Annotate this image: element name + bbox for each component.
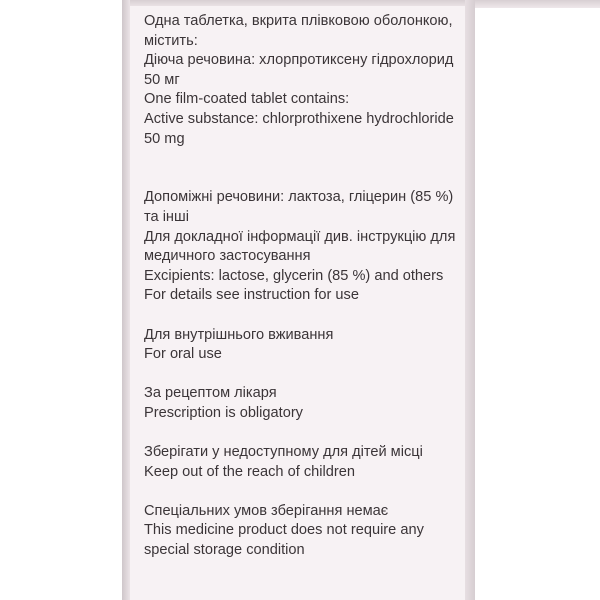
- composition-line: 50 мг: [144, 71, 180, 88]
- label-text: [144, 12, 460, 561]
- composition-block: [144, 12, 460, 149]
- route-line: Для внутрішнього вживання: [144, 326, 334, 343]
- spacer: [144, 149, 460, 169]
- storage-line: special storage condition: [144, 542, 305, 559]
- storage-line: Спеціальних умов зберігання немає: [144, 502, 389, 519]
- box-right-edge: [465, 0, 475, 600]
- spacer: [144, 482, 460, 502]
- composition-line: 50 mg: [144, 130, 185, 147]
- children-warning-line: Keep out of the reach of children: [144, 463, 355, 480]
- spacer: [144, 169, 460, 189]
- composition-line: містить:: [144, 32, 198, 49]
- storage-block: [144, 502, 460, 561]
- children-warning-block: [144, 443, 460, 482]
- spacer: [144, 423, 460, 443]
- excipients-line: Для докладної інформації див. інструкцію для: [144, 228, 456, 245]
- excipients-line: For details see instruction for use: [144, 287, 359, 304]
- composition-line: Active substance: chlorprothixene hydrochloride: [144, 110, 454, 127]
- composition-line: One film-coated tablet contains:: [144, 91, 350, 108]
- storage-line: This medicine product does not require any: [144, 522, 424, 539]
- prescription-line: За рецептом лікаря: [144, 385, 277, 402]
- prescription-block: [144, 384, 460, 423]
- spacer: [144, 306, 460, 326]
- excipients-block: [144, 188, 460, 306]
- route-block: [144, 326, 460, 365]
- excipients-line: та інші: [144, 208, 189, 225]
- route-line: For oral use: [144, 346, 222, 363]
- excipients-line: Excipients: lactose, glycerin (85 %) and others: [144, 267, 444, 284]
- excipients-line: медичного застосування: [144, 248, 311, 265]
- excipients-line: Допоміжні речовини: лактоза, гліцерин (85 %): [144, 189, 454, 206]
- composition-line: Діюча речовина: хлорпротиксену гідрохлорид: [144, 52, 454, 69]
- composition-line: Одна таблетка, вкрита плівковою оболонкою,: [144, 13, 453, 29]
- children-warning-line: Зберігати у недоступному для дітей місці: [144, 444, 423, 461]
- spacer: [144, 365, 460, 385]
- box-left-edge: [122, 0, 130, 600]
- prescription-line: Prescription is obligatory: [144, 404, 303, 421]
